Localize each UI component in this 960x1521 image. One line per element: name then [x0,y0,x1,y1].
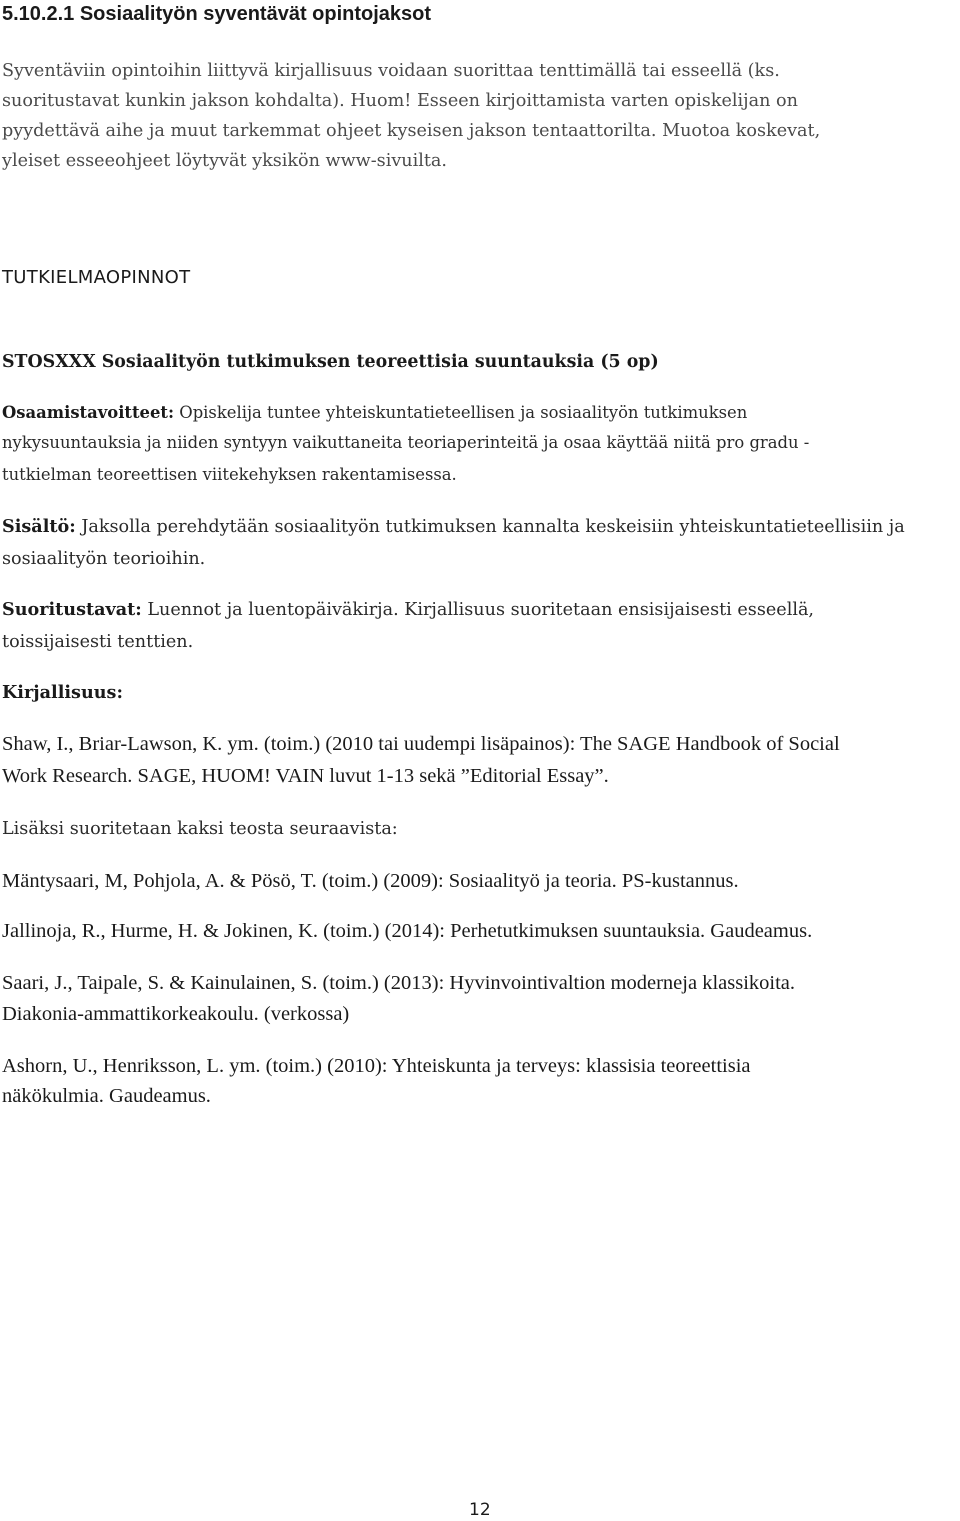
intro-line-2: suoritustavat kunkin jakson kohdalta). Huom! Esseen kirjoittamista varten opiskelijan on [2,91,798,111]
reference-shaw-line-1: Shaw, I., Briar-Lawson, K. ym. (toim.) (2010 tai uudempi lisäpainos): The SAGE Handbook of Social [2,733,840,755]
content-text-1: Jaksolla perehdytään sosiaalityön tutkimuksen kannalta keskeisiin yhteiskuntatieteellisiin ja [75,517,905,537]
reference-shaw-line-2: Work Research. SAGE, HUOM! VAIN luvut 1-13 sekä ”Editorial Essay”. [2,765,609,787]
completion-text-1: Luennot ja luentopäiväkirja. Kirjallisuus suoritetaan ensisijaisesti esseellä, [141,600,815,620]
page-number: 12 [469,1500,491,1520]
objectives-line-2: nykysuuntauksia ja niiden syntyyn vaikuttaneita teoriaperinteitä ja osaa käyttää niitä pro gradu - [2,433,810,452]
objectives-text-1: Opiskelija tuntee yhteiskuntatieteellisen ja sosiaalityön tutkimuksen [174,403,748,422]
objectives-label: Osaamistavoitteet: [2,403,175,422]
reference-mantysaari: Mäntysaari, M, Pohjola, A. & Pösö, T. (toim.) (2009): Sosiaalityö ja teoria. PS-kustannus. [2,870,739,892]
intro-line-4: yleiset esseeohjeet löytyvät yksikön www-sivuilta. [2,151,448,171]
intro-line-3: pyydettävä aihe ja muut tarkemmat ohjeet kyseisen jakson tentaattorilta. Muotoa koskevat, [2,121,821,141]
course-title: STOSXXX Sosiaalityön tutkimuksen teoreettisia suuntauksia (5 op) [2,352,659,372]
reference-jallinoja: Jallinoja, R., Hurme, H. & Jokinen, K. (toim.) (2014): Perhetutkimuksen suuntauksia. Gaudeamus. [2,920,813,942]
content-line-2: sosiaalityön teorioihin. [2,549,206,569]
completion-label: Suoritustavat: [2,599,142,620]
reference-saari-line-1: Saari, J., Taipale, S. & Kainulainen, S. (toim.) (2013): Hyvinvointivaltion moderneja klassikoita. [2,972,796,994]
completion-line-2: toissijaisesti tenttien. [2,632,194,652]
content-line-1 [2,511,905,543]
section-label: TUTKIELMAOPINNOT [2,267,191,288]
additional-intro: Lisäksi suoritetaan kaksi teosta seuraavista: [2,819,398,839]
intro-line-1: Syventäviin opintoihin liittyvä kirjallisuus voidaan suorittaa tenttimällä tai esseellä (ks. [2,61,780,81]
reference-saari-line-2: Diakonia-ammattikorkeakoulu. (verkossa) [2,1003,350,1025]
reference-ashorn-line-1: Ashorn, U., Henriksson, L. ym. (toim.) (2010): Yhteiskunta ja terveys: klassisia teoreettisia [2,1055,751,1077]
content-label: Sisältö: [2,516,76,537]
literature-label [2,677,123,709]
objectives-line-1 [2,398,747,428]
completion-line-1 [2,594,814,626]
section-heading: 5.10.2.1 Sosiaalityön syventävät opintojaksot [2,3,432,25]
reference-ashorn-line-2: näkökulmia. Gaudeamus. [2,1085,211,1107]
objectives-line-3: tutkielman teoreettisen viitekehyksen rakentamisessa. [2,465,457,484]
literature-label-text: Kirjallisuus: [2,682,123,703]
